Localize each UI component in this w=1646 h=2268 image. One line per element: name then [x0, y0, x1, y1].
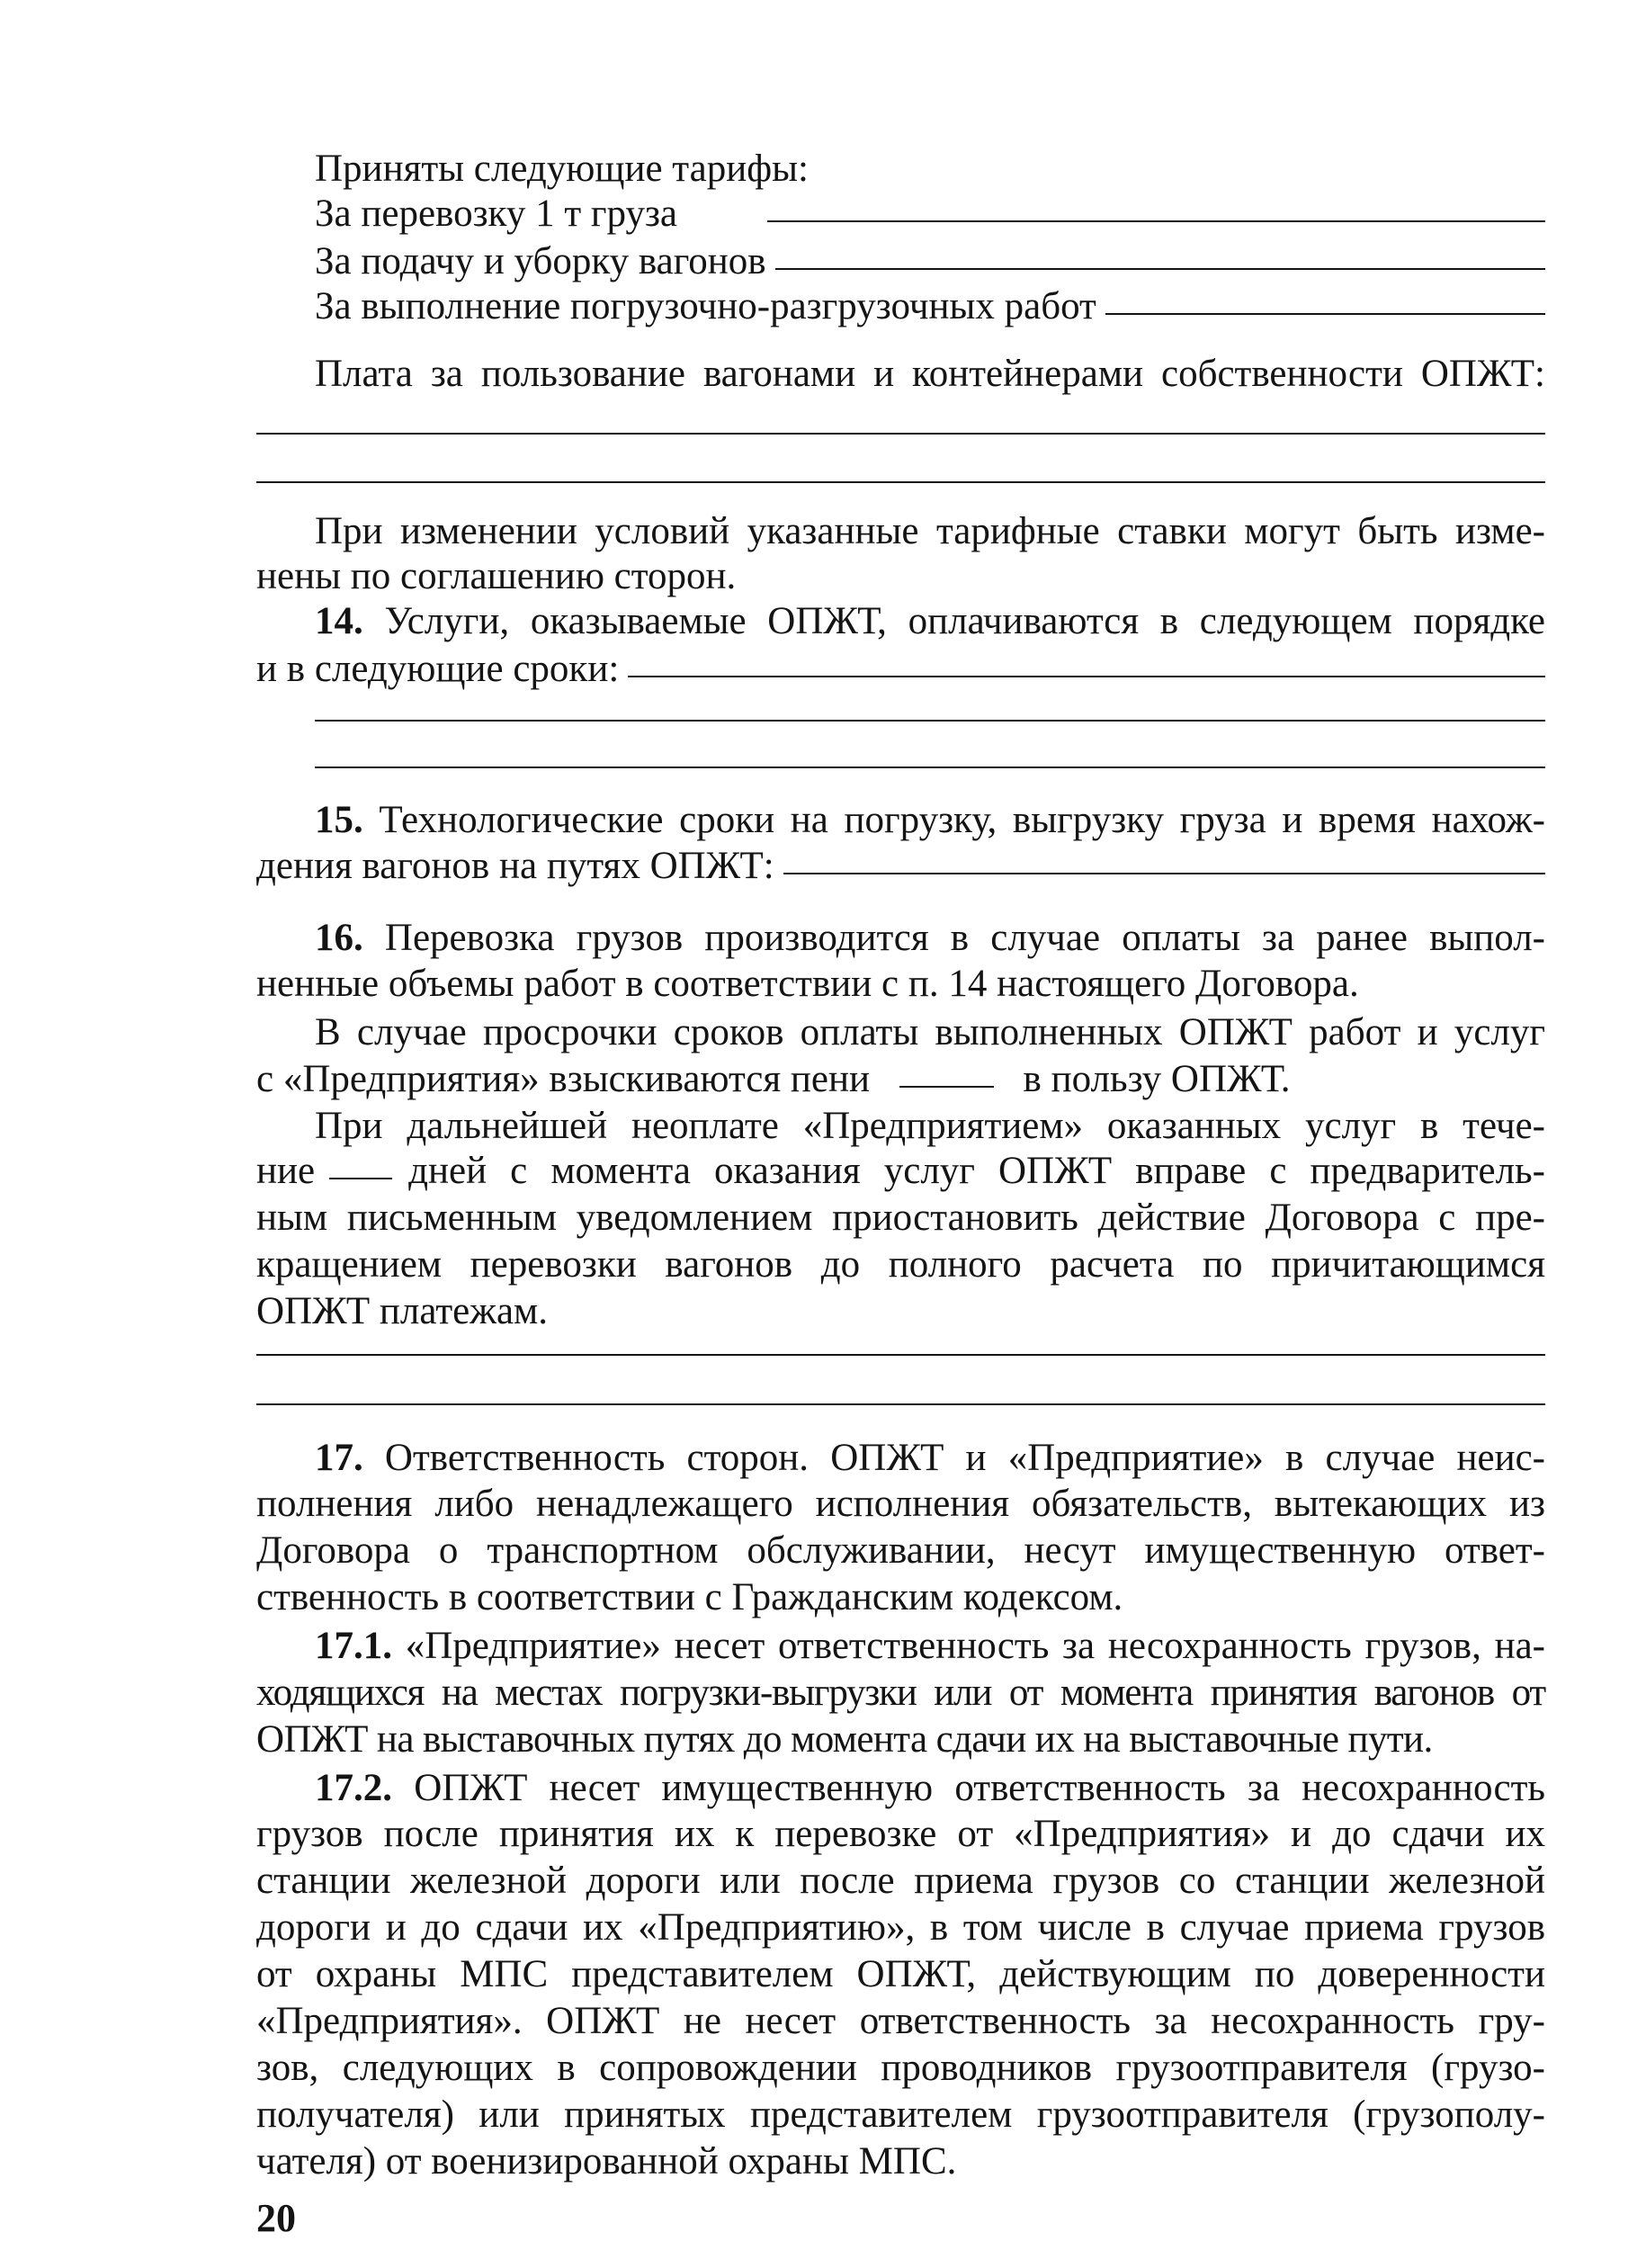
clause-17-line: полнения либо ненадлежащего исполнения обязательств, вытекающих из — [256, 1483, 1545, 1525]
clause-17-1-line: ходящихся на местах погрузки-выгрузки или от момента принятия вагонов от — [256, 1672, 1545, 1714]
clause-16-suspension-line: ние дней с момента оказания услуг ОПЖТ вправе с предваритель- — [256, 1150, 1545, 1192]
clause-16-penalty-line: с «Предприятия» взыскиваются пени в пользу ОПЖТ. — [256, 1058, 1291, 1100]
tariff-row-wagon-supply — [315, 238, 1545, 285]
clause-15-line: дения вагонов на путях ОПЖТ: — [256, 843, 1545, 890]
change-note-line: нены по соглашению сторон. — [256, 555, 737, 597]
page-number: 20 — [256, 2196, 296, 2240]
clause-17-2-line: грузов после принятия их к перевозке от «Предприятия» и до сдачи их — [256, 1813, 1545, 1855]
clause-17-2-line: зов, следующих в сопровождении проводников грузоотправителя (грузо- — [256, 2047, 1545, 2089]
clause-17-2-line: от охраны МПС представителем ОПЖТ, действующим по доверенности — [256, 1953, 1545, 1995]
clause-16-line: 16. Перевозка грузов производится в случае оплаты за ранее выпол- — [315, 917, 1545, 959]
tariff-label-per-ton: За перевозку 1 т груза — [315, 193, 678, 235]
clause-17-2-number: 17.2. — [315, 1767, 392, 1809]
tariff-row-per-ton — [315, 191, 1545, 238]
clause-15-line: 15. Технологические сроки на погрузку, выгрузку груза и время нахож- — [315, 799, 1546, 841]
clause-17-2-line: чателя) от военизированной охраны МПС. — [256, 2140, 957, 2183]
blank-line — [256, 481, 1545, 483]
penalty-blank — [899, 1086, 994, 1088]
clause-16-number: 16. — [315, 917, 363, 959]
blank-line — [256, 433, 1545, 435]
tariff-label-wagon-supply: За подачу и уборку вагонов — [315, 240, 766, 282]
tariffs-heading: Приняты следующие тарифы: — [315, 148, 809, 190]
clause-17-2-line: «Предприятия». ОПЖТ не несет ответственность за несохранность гру- — [256, 2000, 1545, 2042]
clause-14-line: 14. Услуги, оказываемые ОПЖТ, оплачиваются в следующем порядке — [315, 600, 1546, 642]
clause-17-2-line: 17.2. ОПЖТ несет имущественную ответственность за несохранность — [315, 1767, 1546, 1809]
clause-16-suspension-line: При дальнейшей неоплате «Предприятием» оказанных услуг в тече- — [315, 1105, 1545, 1147]
clause-17-line: ственность в соответствии с Гражданским кодексом. — [256, 1576, 1123, 1618]
change-note-line: При изменении условий указанные тарифные ставки могут быть изме- — [315, 510, 1545, 552]
blank-line — [256, 1354, 1545, 1356]
blank-line — [256, 1403, 1545, 1405]
clause-17-1-line: ОПЖТ на выставочных путях до момента сдачи их на выставочные пути. — [256, 1718, 1433, 1761]
clause-17-2-line: станции железной дороги или после приема грузов со станции железной — [256, 1860, 1545, 1902]
clause-14-line: и в следующие сроки: — [256, 646, 1545, 693]
clause-17-2-line: получателя) или принятых представителем грузоотправителя (грузополу- — [256, 2093, 1545, 2136]
clause-17-line: Договора о транспортном обслуживании, несут имущественную ответ- — [256, 1529, 1545, 1572]
days-blank — [329, 1178, 392, 1179]
clause-16-suspension-line: кращением перевозки вагонов до полного расчета по причитающимся — [256, 1243, 1545, 1286]
clause-17-1-number: 17.1. — [315, 1625, 392, 1667]
tariff-blank-per-ton — [767, 220, 1545, 222]
tariff-label-loading: За выполнение погрузочно-разгрузочных работ — [315, 285, 1096, 327]
wagon-usage-fee-label: Плата за пользование вагонами и контейнерами собственности ОПЖТ: — [315, 353, 1545, 395]
blank-line — [315, 766, 1545, 768]
clause-17-line: 17. Ответственность сторон. ОПЖТ и «Предприятие» в случае неис- — [315, 1437, 1545, 1479]
clause-16-line: ненные объемы работ в соответствии с п. 14 настоящего Договора. — [256, 963, 1359, 1005]
tariff-row-loading — [315, 283, 1545, 330]
clause-16-suspension-line: ОПЖТ платежам. — [256, 1290, 548, 1332]
clause-17-1-line: 17.1. «Предприятие» несет ответственность за несохранность грузов, на- — [315, 1625, 1545, 1667]
clause-17-number: 17. — [315, 1437, 363, 1479]
clause-15-blank — [783, 873, 1545, 874]
clause-16-penalty-line: В случае просрочки сроков оплаты выполненных ОПЖТ работ и услуг — [315, 1011, 1545, 1053]
clause-14-blank — [628, 676, 1545, 677]
clause-14-number: 14. — [315, 600, 363, 642]
clause-15-number: 15. — [315, 799, 363, 841]
clause-17-2-line: дороги и до сдачи их «Предприятию», в том числе в случае приема грузов — [256, 1906, 1545, 1949]
tariff-blank-loading — [1105, 313, 1545, 315]
clause-16-suspension-line: ным письменным уведомлением приостановить действие Договора с пре- — [256, 1197, 1545, 1239]
blank-line — [315, 720, 1545, 722]
tariff-blank-wagon-supply — [775, 268, 1545, 270]
